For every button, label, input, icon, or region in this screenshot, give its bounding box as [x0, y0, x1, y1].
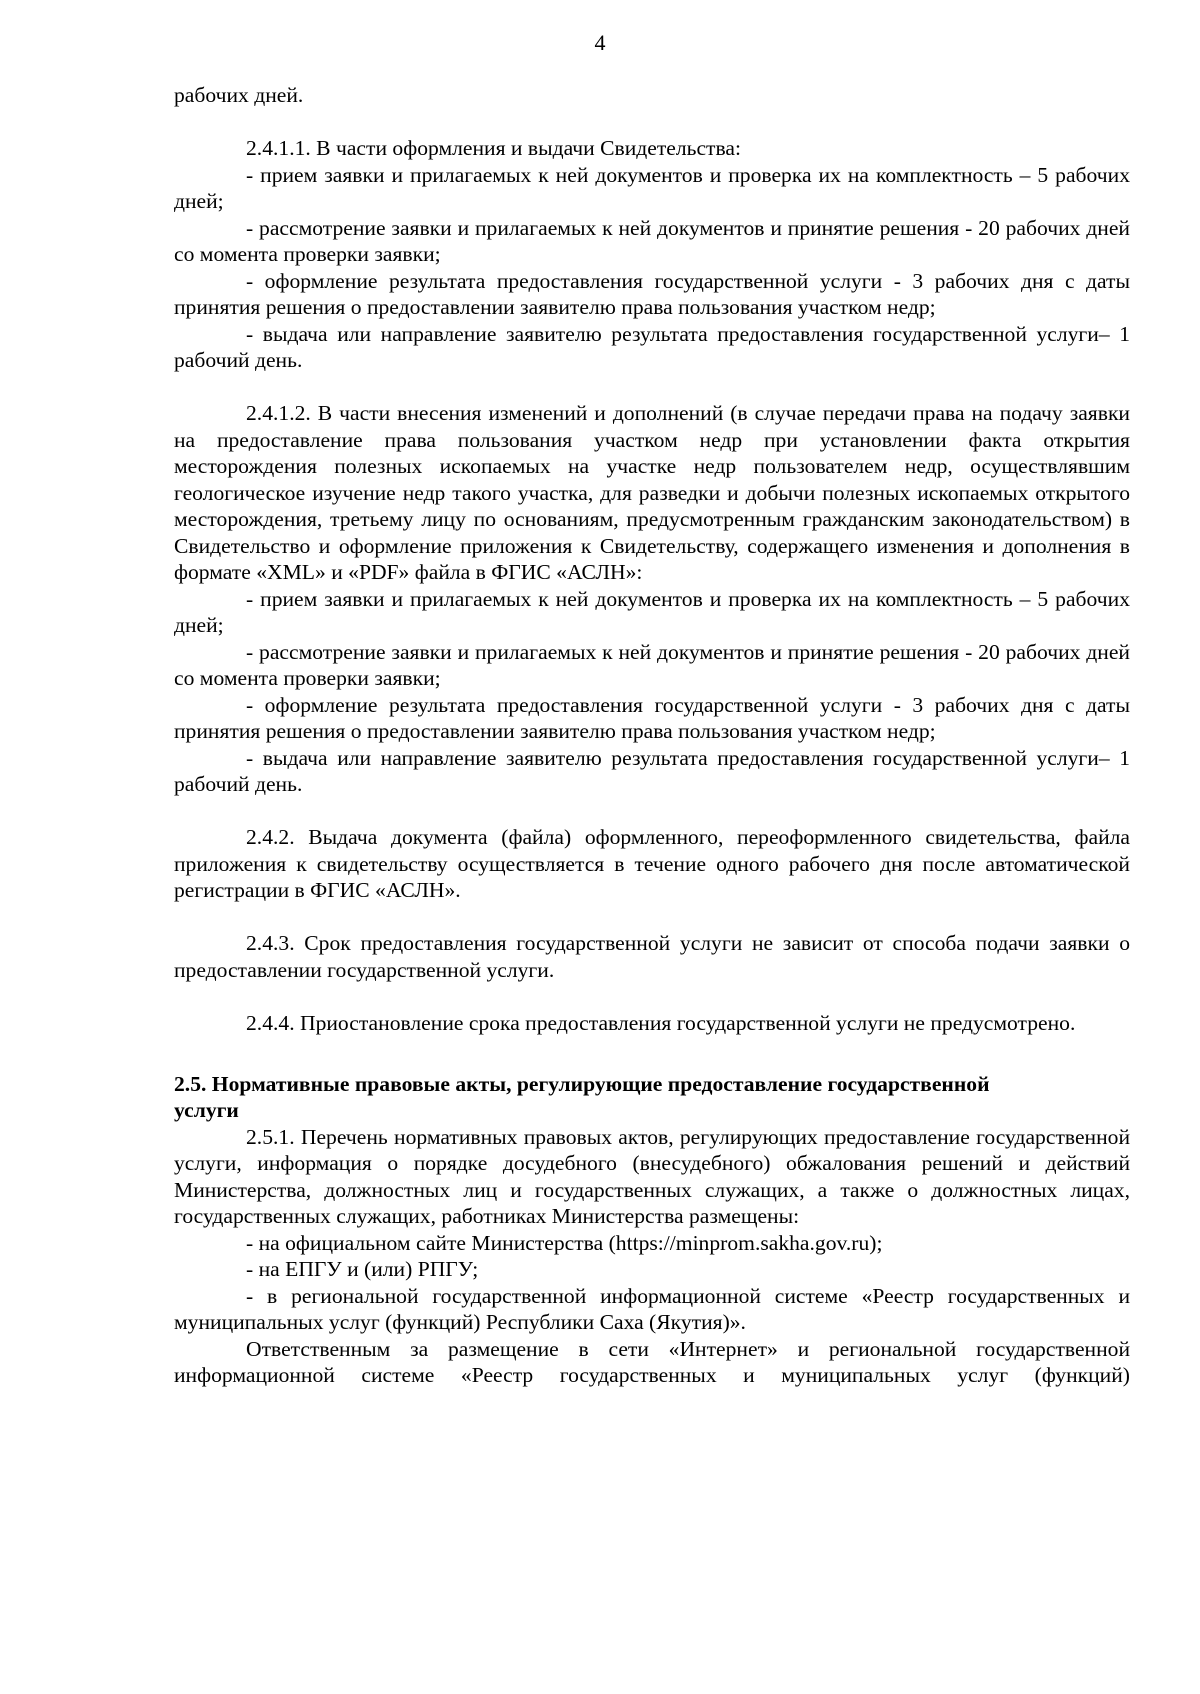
list-item: - выдача или направление заявителю результата предоставления государственной услуги– 1 рабочий день. — [174, 745, 1130, 796]
page-number: 4 — [594, 30, 606, 55]
list-item: - на ЕПГУ и (или) РПГУ; — [246, 1257, 479, 1281]
list-item: - прием заявки и прилагаемых к ней документов и проверка их на комплектность – 5 рабочих дней; — [174, 586, 1130, 637]
list-item: - оформление результата предоставления государственной услуги - 3 рабочих дня с даты принятия решения о предоставлении заявителю права пользования участком недр; — [174, 692, 1130, 743]
section-2-4-2: 2.4.2. Выдача документа (файла) оформленного, переоформленного свидетельства, файла приложения к свидетельству осуществляется в течение одного рабочего дня после автоматической регистрации в ФГИС «АСЛН». — [174, 825, 1130, 902]
section-2-5-heading-continuation: услуги — [174, 1098, 239, 1122]
list-item: - оформление результата предоставления государственной услуги - 3 рабочих дня с даты принятия решения о предоставлении заявителю права пользования участком недр; — [174, 268, 1130, 319]
section-2-4-4: 2.4.4. Приостановление срока предоставления государственной услуги не предусмотрено. — [246, 1010, 1076, 1035]
list-item: - в региональной государственной информационной системе «Реестр государственных и муниципальных услуг (функций) Республики Саха (Якутия)». — [174, 1283, 1130, 1334]
paragraph-continuation: рабочих дней. — [174, 83, 304, 107]
section-2-5-heading: 2.5. Нормативные правовые акты, регулирующие предоставление государственной — [174, 1071, 990, 1096]
list-item: - рассмотрение заявки и прилагаемых к ней документов и принятие решения - 20 рабочих дней со момента проверки заявки; — [174, 639, 1130, 690]
list-item: - на официальном сайте Министерства (https://minprom.sakha.gov.ru); — [246, 1230, 883, 1255]
section-2-4-1-2-title: 2.4.1.2. В части внесения изменений и дополнений (в случае передачи права на подачу заявки на предоставление права пользования участком недр при установлении факта открытия месторождения полезных ископаемых на участке недр пользователем недр, осуществлявшим геологическое изучение недр такого участка, для разведки и добычи полезных ископаемых открытого месторождения, третьему лицу по основаниям, предусмотренным гражданским законодательством) в Свидетельство и оформление приложения к Свидетельству, содержащего изменения и дополнения в формате «XML» и «PDF» файла в ФГИС «АСЛН»: — [174, 401, 1130, 584]
list-item: - выдача или направление заявителю результата предоставления государственной услуги– 1 рабочий день. — [174, 321, 1130, 372]
section-2-4-1-1-title: 2.4.1.1. В части оформления и выдачи Свидетельства: — [246, 136, 741, 160]
paragraph-responsible: Ответственным за размещение в сети «Интернет» и региональной государственной информационной системе «Реестр государственных и муниципальных услуг (функций) — [174, 1336, 1130, 1387]
list-item: - прием заявки и прилагаемых к ней документов и проверка их на комплектность – 5 рабочих дней; — [174, 162, 1130, 213]
section-2-4-3: 2.4.3. Срок предоставления государственной услуги не зависит от способа подачи заявки о предоставлении государственной услуги. — [174, 931, 1130, 982]
document-body — [174, 82, 1130, 1389]
list-item: - рассмотрение заявки и прилагаемых к ней документов и принятие решения - 20 рабочих дней со момента проверки заявки; — [174, 215, 1130, 266]
section-2-5-1: 2.5.1. Перечень нормативных правовых актов, регулирующих предоставление государственной услуги, информация о порядке досудебного (внесудебного) обжалования решений и действий Министерства, должностных лиц и государственных служащих, а также о должностных лицах, государственных служащих, работниках Министерства размещены: — [174, 1124, 1130, 1228]
